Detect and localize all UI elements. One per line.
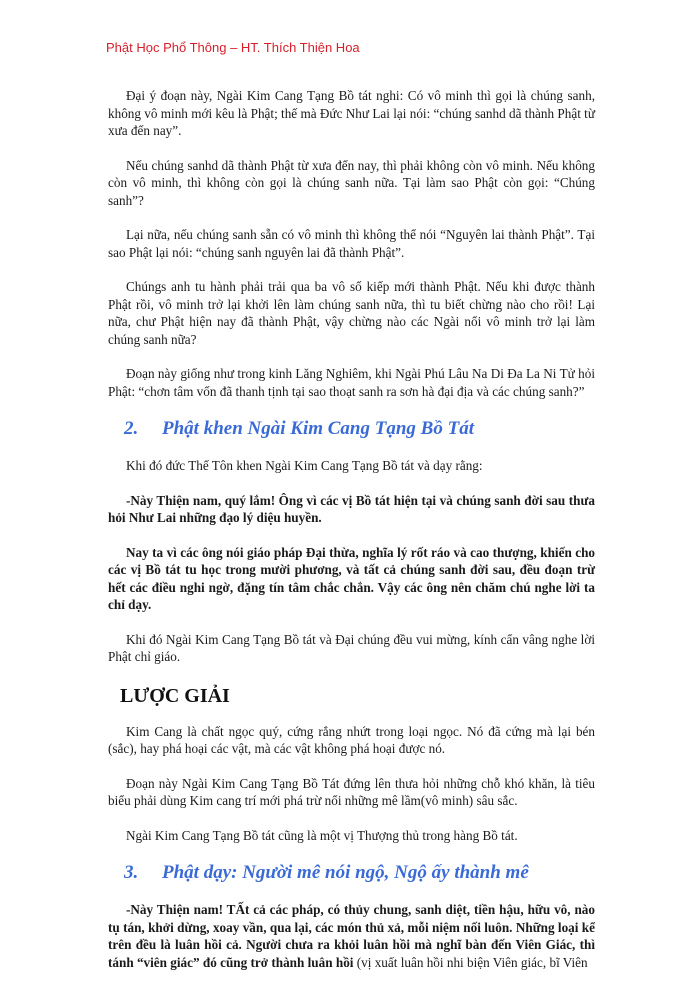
section-3-bold-text: -Này Thiện nam! TẤt cả các pháp, có thủy chung, sanh diệt, tiền hậu, hữu vô, nào tụ tán, khởi dừng, xoay vần, qua lại, các món thủ xả, mỗi niệm nối luôn. Những loại kể trên đều là luân hồi cả. Người chưa ra khỏi luân hồi mà nghĩ bàn đến Viên Giác, thì tánh “viên giác” đó cũng trở thành luân hồi	[108, 902, 595, 970]
paragraph-intro-1: Đại ý đoạn này, Ngài Kim Cang Tạng Bồ tát nghi: Có vô minh thì gọi là chúng sanh, không vô minh mới kêu là Phật; thế mà Đức Như Lai lại nói: “chúng sanhd dã thành Phật từ xưa đến nay”.	[108, 88, 595, 138]
section-2-title: Phật khen Ngài Kim Cang Tạng Bồ Tát	[162, 418, 474, 439]
paragraph-intro-3: Lại nữa, nếu chúng sanh sẵn có vô minh thì không thể nói “Nguyên lai thành Phật”. Tại sao Phật lại nói: “chúng sanh nguyên lai đã thành Phật”.	[108, 227, 595, 260]
section-3-title: Phật dạy: Người mê nói ngộ, Ngộ ấy thành mê	[162, 862, 529, 883]
section-3-paragraph	[108, 901, 595, 971]
paragraph-intro-4: Chúngs anh tu hành phải trải qua ba vô số kiếp mới thành Phật. Nếu khi được thành Phật rồi, vô minh trở lại khởi lên làm chúng sanh nữa, thì tu biết chừng nào cho rồi! Lại nữa, chư Phật hiện nay đã thành Phật, vậy chừng nào các Ngài nổi vô minh trở lại làm chúng sanh nữa?	[108, 279, 595, 347]
section-3-heading	[124, 861, 595, 885]
section-2-paragraph-1: Khi đó đức Thế Tôn khen Ngài Kim Cang Tạng Bồ tát và dạy rằng:	[126, 458, 483, 473]
commentary-paragraph-2: Đoạn này Ngài Kim Cang Tạng Bồ Tát đứng lên thưa hỏi những chỗ khó khăn, là tiêu biểu phải dùng Kim cang trí mới phá trừ nổi những mê lầm(vô minh) sâu sắc.	[108, 775, 595, 808]
page-content	[108, 87, 595, 988]
commentary-paragraph-1: Kim Cang là chất ngọc quý, cứng rắng nhứt trong loại ngọc. Nó đã cứng mà lại bén (sắc), hay phá hoại các vật, mà các vật không phá hoại được nó.	[108, 723, 595, 756]
running-header: Phật Học Phổ Thông – HT. Thích Thiện Hoa	[106, 40, 360, 55]
section-2-quote-1: -Này Thiện nam, quý lắm! Ông vì các vị Bồ tát hiện tại và chúng sanh đời sau thưa hỏi Như Lai những đạo lý diệu huyền.	[108, 492, 595, 525]
commentary-heading: LƯỢC GIẢI	[120, 684, 230, 707]
section-2-quote-2: Nay ta vì các ông nói giáo pháp Đại thừa, nghĩa lý rốt ráo và cao thượng, khiến cho các vị Bồ tát tu học trong mười phương, và tất cả chúng sanh đời sau, đều đoạn trừ hết các điều nghi ngờ, đặng tín tâm chắc chắn. Vậy các ông nên chăm chú nghe lời ta chỉ dạy.	[108, 544, 595, 612]
section-2-heading	[124, 417, 595, 441]
section-2-closing: Khi đó Ngài Kim Cang Tạng Bồ tát và Đại chúng đều vui mừng, kính cẩn vâng nghe lời Phật chỉ giáo.	[108, 631, 595, 664]
section-3-number: 3.	[124, 862, 139, 883]
paragraph-intro-2: Nếu chúng sanhd dã thành Phật từ xưa đến nay, thì phải không còn vô minh. Nếu không còn vô minh, thì không còn gọi là chúng sanh nữa. Tại làm sao Phật còn gọi: “Chúng sanh”?	[108, 157, 595, 208]
paragraph-intro-5: Đoạn này giống như trong kinh Lăng Nghiêm, khi Ngài Phú Lâu Na Di Đa La Ni Tử hỏi Phật: “chơn tâm vốn đã thanh tịnh tại sao thoạt sanh ra sơn hà đại địa và các chúng sanh?”	[108, 366, 595, 399]
section-3-normal-text: (vị xuất luân hồi nhi biện Viên giác, bĩ Viên	[353, 954, 588, 970]
commentary-paragraph-3: Ngài Kim Cang Tạng Bồ tát cũng là một vị Thượng thủ trong hàng Bồ tát.	[126, 827, 518, 843]
section-2-number: 2.	[124, 418, 139, 439]
